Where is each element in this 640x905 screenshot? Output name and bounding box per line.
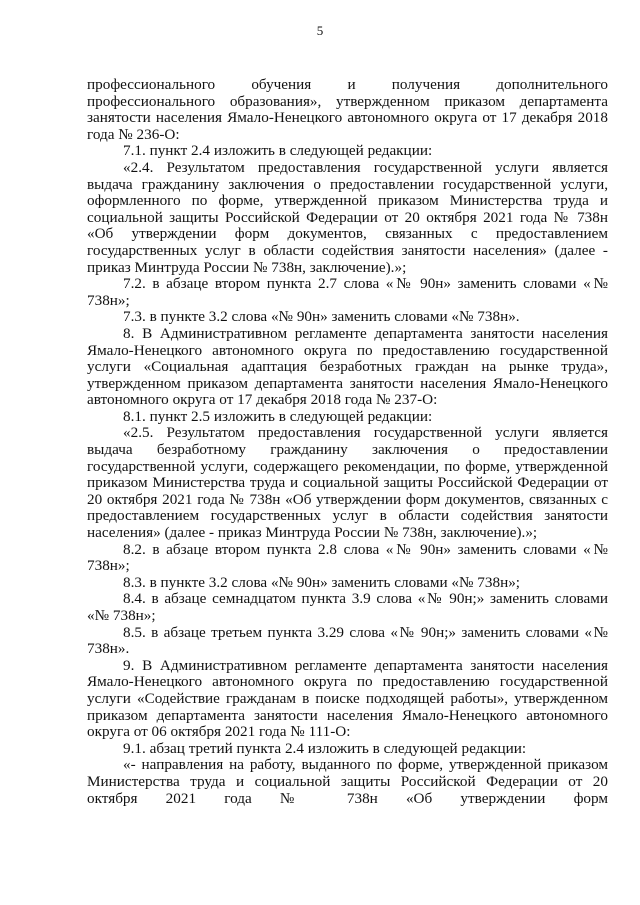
paragraph-8-5: 8.5. в абзаце третьем пункта 3.29 слова «№ 90н;» заменить словами «№ 738н». [87, 623, 608, 658]
paragraph-8-4: 8.4. в абзаце семнадцатом пункта 3.9 слова «№ 90н;» заменить словами «№ 738н»; [87, 590, 608, 624]
paragraph-9: 9. В Административном регламенте департамента занятости населения Ямало-Ненецкого автономного округа по предоставлению государственной услуги «Содействие гражданам в поиске подходящей работы», утвержденном приказом департамента занятости населения Ямало-Ненецкого автономного округа от 06 октября 2021 года № 111-О: [87, 656, 608, 741]
paragraph-2-4-quote: «2.4. Результатом предоставления государственной услуги является выдача гражданину заключения о предоставлении государственной услуги, оформленного по форме, утвержденной приказом Министерства труда и социальной защиты Российской Федерации от 20 октября 2021 года № 738н «Об утверждении форм документов, связанных с предоставлением государственных услуг в области содействия занятости населения» (далее - приказ Минтруда России № 738н, заключение).»; [87, 158, 608, 276]
paragraph-8-1: 8.1. пункт 2.5 изложить в следующей редакции: [123, 407, 433, 425]
paragraph-direction-quote: «- направления на работу, выданного по форме, утвержденной приказом Министерства труда и социальной защиты Российской Федерации от 20 октября 2021 года № 738н «Об утверждении форм [87, 756, 608, 807]
document-body [87, 77, 608, 807]
paragraph-2-5-quote: «2.5. Результатом предоставления государственной услуги является выдача безработному гражданину заключения о предоставлении государственной услуги, содержащего рекомендации, по форме, утвержденной приказом Министерства труда и социальной защиты Российской Федерации от 20 октября 2021 года № 738н «Об утверждении форм документов, связанных с предоставлением государственных услуг в области содействия занятости населения» (далее - приказ Минтруда России № 738н, заключение).»; [87, 424, 608, 542]
paragraph-8-3: 8.3. в пункте 3.2 слова «№ 90н» заменить словами «№ 738н»; [123, 573, 521, 591]
page-number: 5 [316, 23, 324, 38]
paragraph-9-1: 9.1. абзац третий пункта 2.4 изложить в следующей редакции: [123, 739, 527, 757]
paragraph-8-2: 8.2. в абзаце втором пункта 2.8 слова «№ 90н» заменить словами «№ 738н»; [87, 540, 608, 575]
paragraph-7-2: 7.2. в абзаце втором пункта 2.7 слова «№ 90н» заменить словами «№ 738н»; [87, 275, 608, 309]
paragraph-7-tail: профессионального обучения и получения дополнительного профессионального образования», утвержденном приказом департамента занятости населения Ямало-Ненецкого автономного округа от 17 декабря 2018 года № 236-О: [87, 76, 608, 143]
paragraph-7-1: 7.1. пункт 2.4 изложить в следующей редакции: [123, 142, 433, 160]
paragraph-7-3: 7.3. в пункте 3.2 слова «№ 90н» заменить словами «№ 738н». [123, 308, 520, 326]
paragraph-8: 8. В Административном регламенте департамента занятости населения Ямало-Ненецкого автономного округа по предоставлению государственной услуги «Социальная адаптация безработных граждан на рынке труда», утвержденном приказом департамента занятости населения Ямало-Ненецкого автономного округа от 17 декабря 2018 года № 237-О: [87, 324, 608, 409]
